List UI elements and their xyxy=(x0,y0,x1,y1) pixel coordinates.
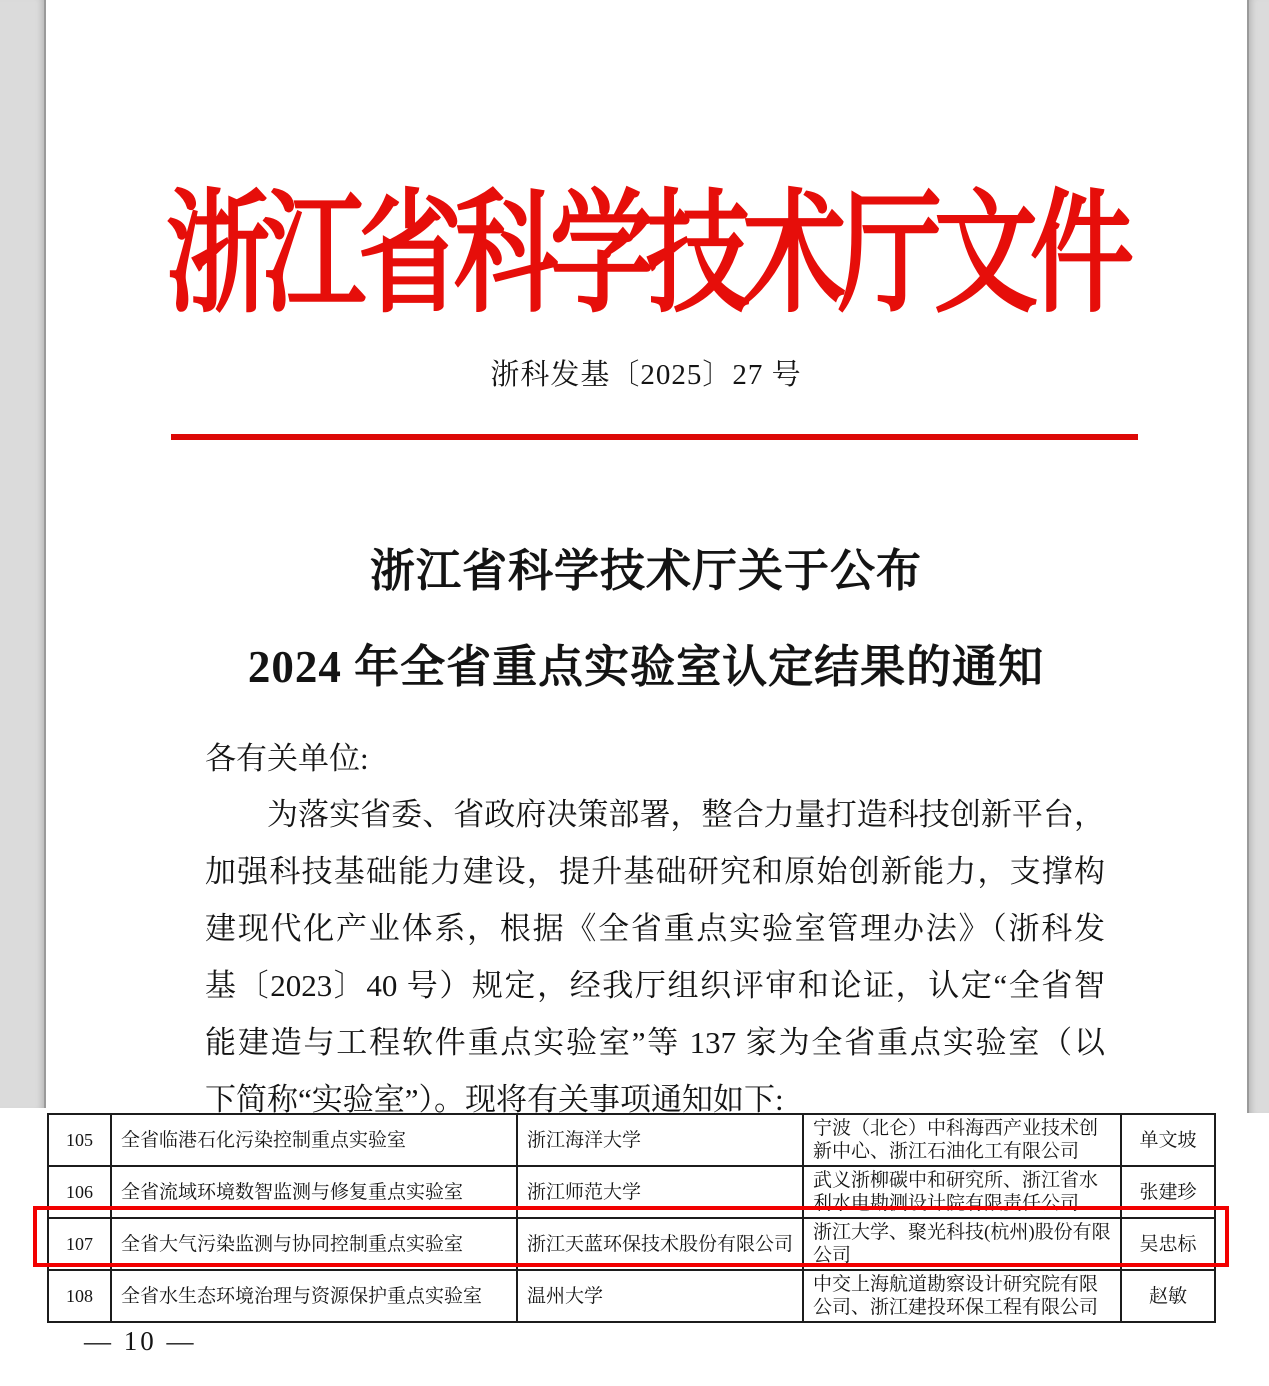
director-cell: 单文坡 xyxy=(1121,1114,1215,1166)
partner-units-cell: 中交上海航道勘察设计研究院有限公司、浙江建投环保工程有限公司 xyxy=(803,1270,1121,1322)
body-line: 下简称“实验室”）。现将有关事项通知如下: xyxy=(205,1082,784,1117)
partner-units-cell: 宁波（北仑）中科海西产业技术创新中心、浙江石油化工有限公司 xyxy=(803,1114,1121,1166)
laboratory-table xyxy=(47,1113,1216,1323)
host-unit-cell: 浙江天蓝环保技术股份有限公司 xyxy=(517,1218,803,1270)
table-row xyxy=(48,1114,1215,1166)
director-cell: 张建珍 xyxy=(1121,1166,1215,1218)
document-number: 浙科发基〔2025〕27 号 xyxy=(490,359,802,391)
notice-title-line1: 浙江省科学技术厅关于公布 xyxy=(369,546,922,596)
page-margin-right xyxy=(1247,0,1269,1113)
host-unit-cell: 温州大学 xyxy=(517,1270,803,1322)
lab-name-cell: 全省流域环境数智监测与修复重点实验室 xyxy=(111,1166,517,1218)
director-cell: 赵敏 xyxy=(1121,1270,1215,1322)
row-number-cell: 105 xyxy=(48,1114,111,1166)
notice-title-line2: 2024 年全省重点实验室认定结果的通知 xyxy=(247,642,1045,692)
agency-banner-title: 浙江省科学技术厅文件 xyxy=(165,181,1126,330)
body-line: 基〔2023〕40 号）规定，经我厅组织评审和论证，认定“全省智 xyxy=(205,968,1105,1003)
red-divider-rule xyxy=(171,434,1138,440)
body-line: 加强科技基础能力建设，提升基础研究和原始创新能力，支撑构 xyxy=(205,854,1105,889)
table-row xyxy=(48,1270,1215,1322)
row-number-cell: 106 xyxy=(48,1166,111,1218)
partner-units-cell: 浙江大学、聚光科技(杭州)股份有限公司 xyxy=(803,1218,1121,1270)
body-line: 建现代化产业体系，根据《全省重点实验室管理办法》（浙科发 xyxy=(205,911,1105,946)
body-line: 能建造与工程软件重点实验室”等 137 家为全省重点实验室（以 xyxy=(205,1025,1105,1060)
host-unit-cell: 浙江海洋大学 xyxy=(517,1114,803,1166)
body-line: 为落实省委、省政府决策部署，整合力量打造科技创新平台， xyxy=(267,797,1105,832)
page-number: — 10 — xyxy=(84,1326,197,1356)
partner-units-cell: 武义浙柳碳中和研究所、浙江省水利水电勘测设计院有限责任公司 xyxy=(803,1166,1121,1218)
table-row xyxy=(48,1166,1215,1218)
salutation: 各有关单位: xyxy=(205,741,369,776)
lab-name-cell: 全省临港石化污染控制重点实验室 xyxy=(111,1114,517,1166)
row-number-cell: 107 xyxy=(48,1218,111,1270)
table-row-highlighted xyxy=(48,1218,1215,1270)
lab-name-cell: 全省水生态环境治理与资源保护重点实验室 xyxy=(111,1270,517,1322)
director-cell: 吴忠标 xyxy=(1121,1218,1215,1270)
row-number-cell: 108 xyxy=(48,1270,111,1322)
host-unit-cell: 浙江师范大学 xyxy=(517,1166,803,1218)
lab-name-cell: 全省大气污染监测与协同控制重点实验室 xyxy=(111,1218,517,1270)
page-margin-left xyxy=(0,0,46,1108)
